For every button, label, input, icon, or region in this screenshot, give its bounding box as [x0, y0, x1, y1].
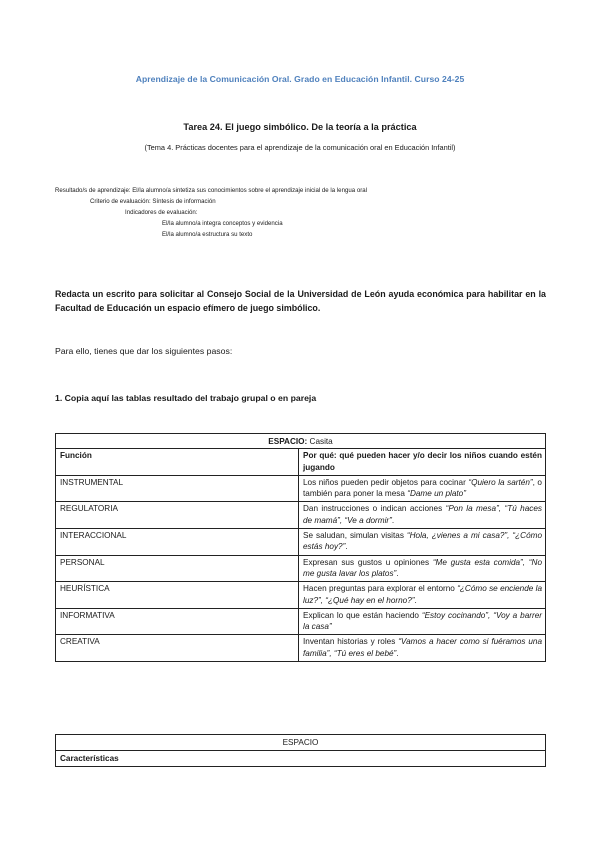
function-cell: REGULATORIA: [56, 502, 299, 529]
evaluation-indicators-label: Indicadores de evaluación:: [125, 209, 198, 216]
table-row: [56, 502, 546, 529]
why-cell: Dan instrucciones o indican acciones “Pon la mesa”, “Tú haces de mamá”, “Ve a dormir”.: [299, 502, 546, 529]
column-header-characteristics: Características: [56, 751, 546, 767]
table-row: [56, 582, 546, 609]
why-cell: Los niños pueden pedir objetos para cocinar “Quiero la sartén”, o también para poner la mesa “Dame un plato”: [299, 475, 546, 502]
column-header-why: Por qué: qué pueden hacer y/o decir los niños cuando estén jugando: [299, 449, 546, 476]
function-cell: PERSONAL: [56, 555, 299, 582]
table-title: [56, 434, 546, 449]
function-cell: INTERACCIONAL: [56, 529, 299, 556]
table-row: [56, 635, 546, 662]
column-header-function: Función: [56, 449, 299, 476]
why-cell: Inventan historias y roles “Vamos a hacer como si fuéramos una familia”, “Tú eres el bebé”.: [299, 635, 546, 662]
table-title-row: [56, 735, 546, 751]
function-cell: CREATIVA: [56, 635, 299, 662]
table-row: [56, 608, 546, 635]
indicator-1: El/la alumno/a integra conceptos y evidencia: [162, 220, 283, 227]
why-cell: Expresan sus gustos u opiniones “Me gusta esta comida”, “No me gusta lavar los platos”.: [299, 555, 546, 582]
table-header-row: [56, 751, 546, 767]
table-title-row: [56, 434, 546, 449]
function-cell: INFORMATIVA: [56, 608, 299, 635]
function-cell: HEURÍSTICA: [56, 582, 299, 609]
table-row: [56, 475, 546, 502]
table-title-value: Casita: [307, 437, 333, 446]
space-table: [55, 734, 546, 767]
table-header-row: [56, 449, 546, 476]
why-cell: Se saludan, simulan visitas “Hola, ¿vienes a mi casa?”, “¿Cómo estás hoy?”.: [299, 529, 546, 556]
why-cell: Explican lo que están haciendo “Estoy cocinando”, “Voy a barrer la casa”: [299, 608, 546, 635]
task-instruction: Redacta un escrito para solicitar al Consejo Social de la Universidad de León ayuda económica para habilitar en la Facultad de Educación un espacio efímero de juego simbólico.: [55, 289, 546, 313]
task-subtitle: (Tema 4. Prácticas docentes para el aprendizaje de la comunicación oral en Educación Infantil): [144, 143, 456, 152]
space-table-title: ESPACIO: [56, 735, 546, 751]
steps-intro: Para ello, tienes que dar los siguientes pasos:: [55, 346, 233, 356]
functions-table: [55, 433, 546, 662]
function-cell: INSTRUMENTAL: [56, 475, 299, 502]
learning-result: Resultado/s de aprendizaje: El/la alumno/a sintetiza sus conocimientos sobre el aprendizaje inicial de la lengua oral: [55, 187, 367, 194]
table-title-label: ESPACIO:: [268, 437, 308, 446]
indicator-2: El/la alumno/a estructura su texto: [162, 231, 253, 238]
table-row: [56, 529, 546, 556]
table-row: [56, 555, 546, 582]
why-cell: Hacen preguntas para explorar el entorno “¿Cómo se enciende la luz?”, “¿Qué hay en el horno?”.: [299, 582, 546, 609]
step-1: 1. Copia aquí las tablas resultado del trabajo grupal o en pareja: [55, 393, 317, 403]
task-title: Tarea 24. El juego simbólico. De la teoría a la práctica: [183, 122, 417, 132]
evaluation-criterion: Criterio de evaluación: Síntesis de información: [90, 198, 216, 205]
course-header: Aprendizaje de la Comunicación Oral. Grado en Educación Infantil. Curso 24-25: [135, 74, 465, 84]
